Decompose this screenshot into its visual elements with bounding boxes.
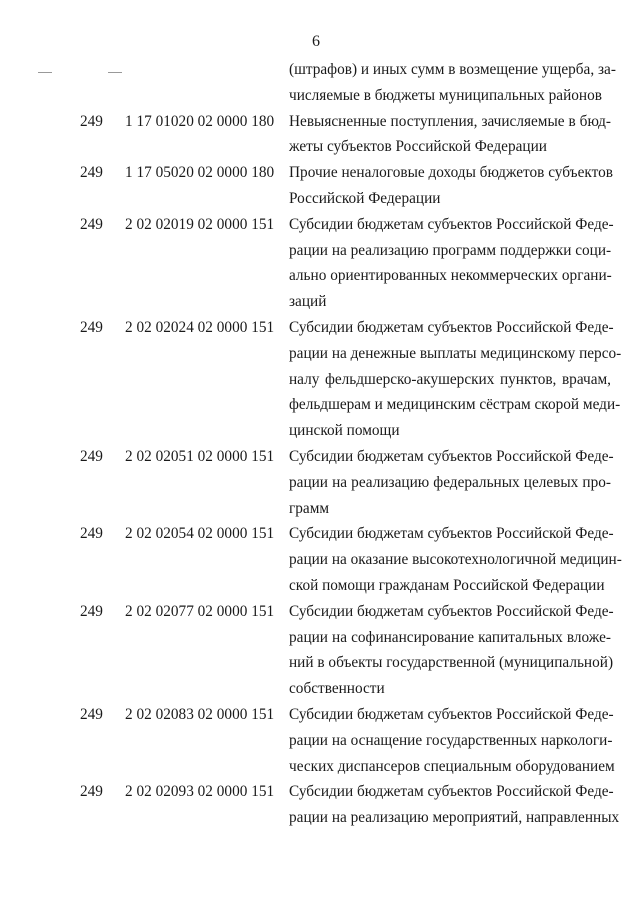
text-line <box>0 134 640 160</box>
budget-classification-code: 2 02 02083 02 0000 151 <box>125 705 275 723</box>
table-row <box>0 702 640 779</box>
text-line <box>0 186 640 212</box>
text-line <box>0 212 640 238</box>
table-row <box>0 315 640 444</box>
description-line: рации на софинансирование капитальных вложе- <box>289 628 611 646</box>
admin-code: 249 <box>80 164 103 182</box>
text-line <box>0 470 640 496</box>
table-row <box>0 444 640 521</box>
description-line: жеты субъектов Российской Федерации <box>289 138 547 156</box>
text-line <box>0 625 640 651</box>
description-line: Субсидии бюджетам субъектов Российской Феде- <box>289 525 614 543</box>
description-line: цинской помощи <box>289 422 400 440</box>
text-line <box>0 754 640 780</box>
text-line <box>0 779 640 805</box>
table-row <box>0 521 640 598</box>
text-line <box>0 109 640 135</box>
description-line: рации на оснащение государственных наркологи- <box>289 731 613 749</box>
admin-code: 249 <box>80 215 103 233</box>
table-row <box>0 599 640 702</box>
budget-classification-code: 2 02 02054 02 0000 151 <box>125 525 275 543</box>
description-line: числяемые в бюджеты муниципальных районов <box>289 86 602 104</box>
text-line <box>0 83 640 109</box>
budget-classification-code: 1 17 05020 02 0000 180 <box>125 164 275 182</box>
text-line <box>0 676 640 702</box>
table-row <box>0 160 640 212</box>
description-line: собственности <box>289 680 385 698</box>
description-line: ской помощи гражданам Российской Федерации <box>289 576 605 594</box>
admin-code: 249 <box>80 447 103 465</box>
text-line <box>0 367 640 393</box>
description-line: Субсидии бюджетам субъектов Российской Феде- <box>289 447 614 465</box>
description-line: Субсидии бюджетам субъектов Российской Феде- <box>289 215 614 233</box>
text-line <box>0 521 640 547</box>
description-line: ально ориентированных некоммерческих органи- <box>289 267 612 285</box>
text-line <box>0 547 640 573</box>
page-number: 6 <box>312 33 320 50</box>
text-line <box>0 57 640 83</box>
description-line: рации на оказание высокотехнологичной медицин- <box>289 551 622 569</box>
description-line: Субсидии бюджетам субъектов Российской Феде- <box>289 783 614 801</box>
description-line: рации на денежные выплаты медицинскому персо- <box>289 344 622 362</box>
text-line <box>0 444 640 470</box>
budget-classification-code: 2 02 02093 02 0000 151 <box>125 783 275 801</box>
description-line: фельдшерам и медицинским сёстрам скорой меди- <box>289 396 621 414</box>
description-line: рации на реализацию федеральных целевых про- <box>289 473 611 491</box>
admin-code: 249 <box>80 318 103 336</box>
description-line: грамм <box>289 499 330 517</box>
text-line <box>0 289 640 315</box>
text-line <box>0 315 640 341</box>
description-line: Российской Федерации <box>289 189 441 207</box>
budget-classification-code: 2 02 02024 02 0000 151 <box>125 318 275 336</box>
budget-classification-code: 1 17 01020 02 0000 180 <box>125 112 275 130</box>
admin-code: 249 <box>80 525 103 543</box>
text-line <box>0 418 640 444</box>
table-row <box>0 109 640 161</box>
text-line <box>0 496 640 522</box>
description-line: рации на реализацию программ поддержки соци- <box>289 241 612 259</box>
table-row <box>0 212 640 315</box>
text-line <box>0 263 640 289</box>
budget-classification-code: 2 02 02019 02 0000 151 <box>125 215 275 233</box>
budget-classification-code: 2 02 02077 02 0000 151 <box>125 602 275 620</box>
text-line <box>0 160 640 186</box>
text-line <box>0 573 640 599</box>
description-line: Субсидии бюджетам субъектов Российской Феде- <box>289 602 614 620</box>
description-line: Субсидии бюджетам субъектов Российской Феде- <box>289 705 614 723</box>
continuation-block <box>0 57 640 109</box>
text-line <box>0 238 640 264</box>
budget-classification-code: 2 02 02051 02 0000 151 <box>125 447 275 465</box>
description-line: Субсидии бюджетам субъектов Российской Феде- <box>289 318 614 336</box>
description-line: заций <box>289 293 327 311</box>
text-line <box>0 599 640 625</box>
description-line: налу фельдшерско-акушерских пунктов, врачам, <box>289 370 611 388</box>
description-line: рации на реализацию мероприятий, направленных <box>289 809 620 827</box>
admin-code: 249 <box>80 602 103 620</box>
admin-code: 249 <box>80 783 103 801</box>
text-line <box>0 341 640 367</box>
description-line: Невыясненные поступления, зачисляемые в бюд- <box>289 112 611 130</box>
description-line: Прочие неналоговые доходы бюджетов субъектов <box>289 164 613 182</box>
admin-code: 249 <box>80 705 103 723</box>
text-line <box>0 805 640 831</box>
text-line <box>0 650 640 676</box>
description-line: ческих диспансеров специальным оборудованием <box>289 757 615 775</box>
text-line <box>0 702 640 728</box>
table-row <box>0 779 640 831</box>
text-line <box>0 728 640 754</box>
description-line: ний в объекты государственной (муниципальной) <box>289 654 614 672</box>
admin-code: 249 <box>80 112 103 130</box>
description-line: (штрафов) и иных сумм в возмещение ущерба, за- <box>289 61 616 78</box>
revenue-code-table <box>0 57 640 831</box>
text-line <box>0 392 640 418</box>
